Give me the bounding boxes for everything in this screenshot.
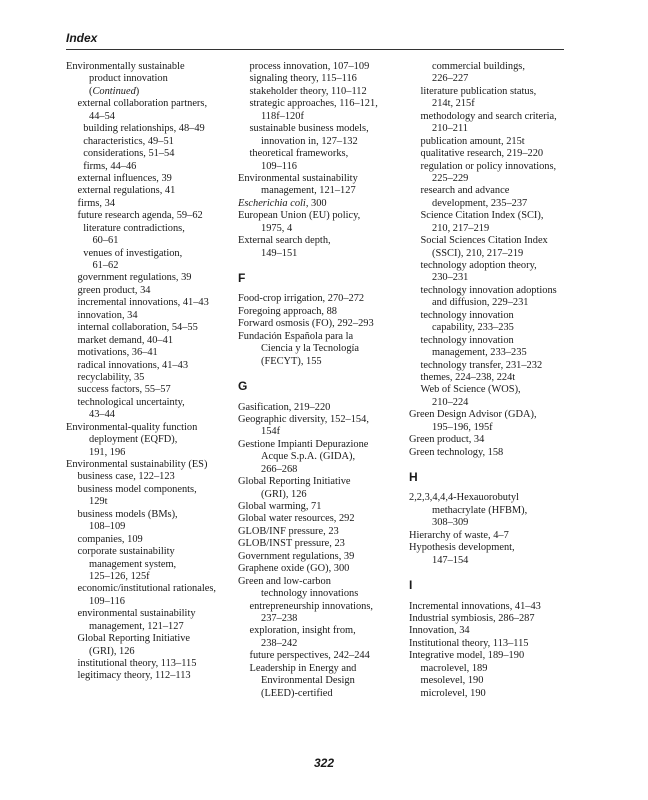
index-entry: Green technology, 158 (409, 446, 504, 458)
index-subentry: government regulations, 39 (77, 272, 192, 284)
section-letter-heading: H (409, 470, 418, 484)
index-entry: Environmental-quality function (66, 421, 198, 433)
index-entry: Innovation, 34 (409, 625, 470, 637)
index-entry: Fundación Española para la (238, 330, 354, 342)
running-header: Index (66, 31, 98, 45)
index-column-3 (409, 61, 579, 700)
page-number: 322 (313, 756, 335, 770)
index-subentry: strategic approaches, 116–121, (249, 98, 378, 110)
index-subentry: firms, 34 (77, 197, 116, 209)
index-entry-continuation: (FECYT), 155 (261, 355, 322, 367)
index-entry: GLOB/INST pressure, 23 (238, 538, 345, 550)
index-entry: Hypothesis development, (409, 542, 515, 554)
index-subentry: mesolevel, 190 (420, 675, 484, 687)
index-subentry: business model components, (77, 483, 197, 495)
index-entry: Integrative model, 189–190 (409, 650, 525, 662)
index-entry-continuation: 210, 217–219 (432, 222, 490, 234)
index-subentry: green product, 34 (77, 284, 151, 296)
index-entry-continuation: (SSCI), 210, 217–219 (432, 247, 524, 259)
index-subentry: recyclability, 35 (77, 371, 145, 383)
index-subentry: business models (BMs), (77, 508, 178, 520)
section-letter-heading: F (238, 271, 246, 285)
index-subentry: characteristics, 49–51 (83, 135, 174, 147)
index-entry-continuation: development, 235–237 (432, 197, 528, 209)
index-entry-continuation: 125–126, 125f (89, 570, 150, 582)
index-entry: Escherichia coli, 300 (238, 197, 327, 209)
index-subentry: business case, 122–123 (77, 471, 175, 483)
index-subentry: environmental sustainability (77, 608, 196, 620)
index-entry: Food-crop irrigation, 270–272 (238, 293, 365, 305)
index-subentry: venues of investigation, (83, 247, 183, 259)
index-subentry: qualitative research, 219–220 (420, 148, 544, 160)
index-entry-continuation: (GRI), 126 (261, 488, 307, 500)
index-entry-continuation: management, 121–127 (261, 185, 356, 197)
index-subentry: technological uncertainty, (77, 396, 185, 408)
index-entry-continuation: 1975, 4 (261, 222, 293, 234)
index-subentry: corporate sustainability (77, 546, 175, 558)
index-subentry: themes, 224–238, 224t (420, 371, 516, 383)
index-subentry: Leadership in Energy and (249, 662, 357, 674)
index-entry-continuation: innovation in, 127–132 (261, 135, 358, 147)
index-subentry: technology innovation adoptions (420, 284, 557, 296)
index-subentry: economic/institutional rationales, (77, 583, 217, 595)
index-subentry: institutional theory, 113–115 (77, 658, 197, 669)
index-subentry: future perspectives, 242–244 (249, 650, 370, 662)
index-entry-continuation: Acque S.p.A. (GIDA), (261, 451, 356, 463)
index-entry-continuation: technology innovations (261, 588, 359, 600)
header-rule (66, 49, 564, 50)
index-entry: External search depth, (238, 235, 331, 247)
index-entry: 2,2,3,4,4,4-Hexauorobutyl (409, 492, 519, 504)
index-subentry: success factors, 55–57 (77, 384, 171, 396)
index-subentry: legitimacy theory, 112–113 (77, 670, 191, 682)
index-entry-continuation: (LEED)-certified (261, 687, 333, 699)
index-subentry: external influences, 39 (77, 172, 172, 184)
index-subentry: Science Citation Index (SCI), (420, 210, 544, 222)
index-entry: GLOB/INF pressure, 23 (238, 525, 339, 537)
index-entry-continuation: product innovation (89, 73, 168, 85)
index-entry-continuation: 61–62 (92, 260, 119, 271)
index-entry-continuation: 225–229 (432, 172, 469, 184)
index-entry: Green Design Advisor (GDA), (409, 409, 537, 421)
index-subentry: process innovation, 107–109 (249, 61, 370, 72)
index-entry-continuation: 108–109 (89, 521, 126, 533)
index-entry-continuation: 60–61 (92, 235, 119, 247)
index-entry-continuation: 44–54 (89, 110, 115, 122)
index-entry: Green product, 34 (409, 434, 485, 446)
index-subentry: stakeholder theory, 110–112 (249, 85, 367, 97)
index-entry: Geographic diversity, 152–154, (238, 413, 369, 425)
index-entry-continuation: capability, 233–235 (432, 322, 514, 334)
index-subentry: incremental innovations, 41–43 (77, 297, 209, 309)
index-entry: Gasification, 219–220 (238, 401, 331, 413)
index-entry-continuation: 226–227 (432, 73, 469, 85)
index-entry: European Union (EU) policy, (238, 210, 361, 222)
index-entry-continuation: management, 121–127 (89, 620, 184, 632)
index-entry-continuation: management, 233–235 (432, 347, 527, 359)
index-subentry: companies, 109 (77, 533, 143, 545)
index-entry-continuation: 149–151 (261, 247, 298, 259)
index-entry: Government regulations, 39 (238, 550, 355, 562)
index-subentry: external regulations, 41 (77, 185, 176, 197)
index-entry: Global warming, 71 (238, 501, 322, 512)
index-entry: Institutional theory, 113–115 (409, 637, 529, 649)
index-entry: Graphene oxide (GO), 300 (238, 563, 350, 575)
index-entry-continuation: 237–238 (261, 612, 298, 624)
index-subentry: future research agenda, 59–62 (77, 210, 203, 222)
index-subentry: sustainable business models, (249, 123, 369, 135)
index-entry: Global Reporting Initiative (238, 476, 351, 488)
index-subentry: technology innovation (420, 309, 514, 321)
index-entry-continuation: 230–231 (432, 272, 469, 284)
index-column-2 (238, 61, 408, 700)
index-subentry: signaling theory, 115–116 (249, 73, 357, 85)
index-entry-continuation: Ciencia y la Tecnología (261, 343, 360, 355)
index-entry-continuation: 210–211 (432, 123, 468, 135)
index-subentry: considerations, 51–54 (83, 148, 175, 160)
index-subentry: microlevel, 190 (420, 687, 486, 699)
index-entry-continuation: (GRI), 126 (89, 645, 135, 657)
index-subentry: Global Reporting Initiative (77, 633, 191, 645)
index-subentry: innovation, 34 (77, 309, 138, 321)
index-subentry: external collaboration partners, (77, 98, 208, 110)
index-entry-continuation: 154f (261, 426, 281, 438)
index-subentry: market demand, 40–41 (77, 334, 174, 346)
index-entry-continuation: 195–196, 195f (432, 421, 493, 433)
index-entry: Forward osmosis (FO), 292–293 (238, 318, 374, 330)
index-entry-continuation: methacrylate (HFBM), (432, 504, 528, 516)
index-subentry: radical innovations, 41–43 (77, 359, 189, 371)
index-entry-continuation: (Continued) (89, 85, 140, 97)
index-subentry: exploration, insight from, (249, 625, 356, 637)
index-entry-continuation: 129t (89, 496, 108, 508)
index-entry-continuation: 308–309 (432, 517, 469, 529)
index-entry: Environmentally sustainable (66, 61, 185, 72)
index-subentry: Social Sciences Citation Index (420, 235, 548, 247)
index-subentry: technology innovation (420, 334, 514, 346)
index-entry-continuation: 109–116 (89, 595, 125, 607)
index-entry: Foregoing approach, 88 (238, 305, 337, 317)
index-entry-continuation: 43–44 (89, 409, 115, 421)
index-subentry: theoretical frameworks, (249, 148, 349, 160)
index-subentry: Web of Science (WOS), (420, 384, 521, 396)
index-subentry: research and advance (420, 185, 510, 197)
index-subentry: entrepreneurship innovations, (249, 600, 374, 612)
index-subentry: literature contradictions, (83, 222, 185, 234)
section-letter-heading: G (238, 379, 248, 394)
index-subentry: publication amount, 215t (420, 135, 525, 147)
index-subentry: literature publication status, (420, 85, 537, 97)
index-entry-continuation: 214t, 215f (432, 98, 475, 110)
index-entry: Environmental sustainability (ES) (66, 459, 208, 470)
index-entry: Green and low-carbon (238, 575, 331, 587)
index-entry: Incremental innovations, 41–43 (409, 600, 541, 612)
index-entry-continuation: management system, (89, 558, 177, 570)
index-entry: Gestione Impianti Depurazione (238, 438, 369, 450)
index-entry-continuation: commercial buildings, (432, 61, 525, 72)
index-entry: Industrial symbiosis, 286–287 (409, 612, 535, 624)
index-entry: Environmental sustainability (238, 172, 358, 184)
index-entry-continuation: deployment (EQFD), (89, 434, 178, 446)
index-entry: Hierarchy of waste, 4–7 (409, 529, 509, 541)
index-entry-continuation: 266–268 (261, 463, 298, 475)
index-subentry: regulation or policy innovations, (420, 160, 557, 172)
index-entry-continuation: 118f–120f (261, 110, 304, 122)
index-subentry: internal collaboration, 54–55 (77, 322, 198, 334)
index-entry-continuation: Environmental Design (261, 675, 355, 687)
index-subentry: technology adoption theory, (420, 260, 537, 271)
index-entry-continuation: 210–224 (432, 396, 469, 408)
index-subentry: motivations, 36–41 (77, 347, 158, 359)
index-subentry: technology transfer, 231–232 (420, 359, 543, 371)
index-subentry: firms, 44–46 (83, 160, 137, 172)
index-entry-continuation: 238–242 (261, 637, 298, 649)
index-entry-continuation: 191, 196 (89, 446, 126, 458)
index-subentry: macrolevel, 189 (420, 662, 488, 674)
index-column-1 (66, 61, 236, 683)
index-entry-continuation: and diffusion, 229–231 (432, 297, 529, 309)
section-letter-heading: I (409, 578, 413, 593)
index-entry: Global water resources, 292 (238, 513, 355, 525)
index-subentry: methodology and search criteria, (420, 110, 557, 122)
index-entry-continuation: 109–116 (261, 160, 297, 172)
index-subentry: building relationships, 48–49 (83, 123, 205, 135)
index-entry-continuation: 147–154 (432, 554, 469, 566)
